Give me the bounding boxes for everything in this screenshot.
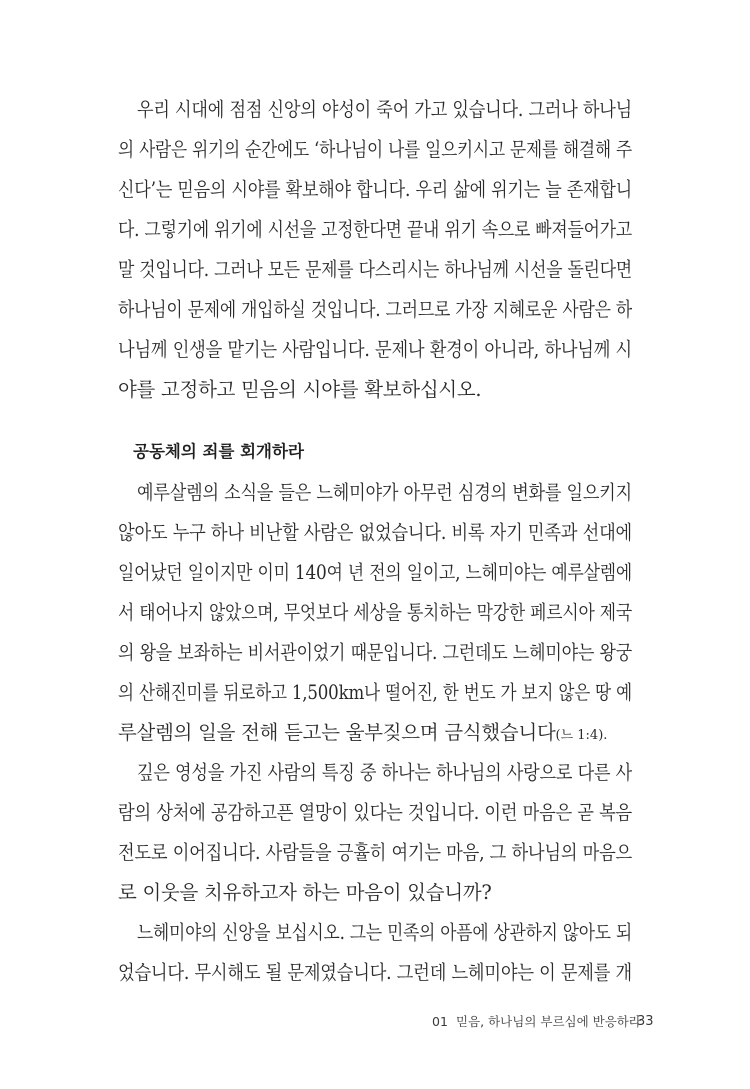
- paragraph-3-line-4: [0, 873, 750, 913]
- paragraph-2-line-6: [0, 673, 750, 713]
- paragraph-1-line-4: [0, 210, 750, 250]
- page-footer: [0, 1011, 750, 1033]
- text-line: 나님께 인생을 맡기는 사람입니다. 문제나 환경이 아니라, 하나님께 시: [118, 338, 632, 361]
- text-line: 일어났던 일이지만 이미 140여 년 전의 일이고, 느헤미야는 예루살렘에: [118, 561, 632, 584]
- text-line: 었습니다. 무시해도 될 문제였습니다. 그런데 느헤미야는 이 문제를 개: [118, 961, 632, 984]
- text-line: 야를 고정하고 믿음의 시야를 확보하십시오.: [118, 378, 482, 401]
- text-line-with-reference: [118, 713, 607, 756]
- paragraph-1-line-8: [0, 370, 750, 410]
- paragraph-2-line-2: [0, 513, 750, 553]
- text-line: 신다’는 믿음의 시야를 확보해야 합니다. 우리 삶에 위기는 늘 존재합니: [118, 178, 632, 201]
- paragraph-2-line-7: [0, 713, 750, 753]
- paragraph-1-line-3: [0, 170, 750, 210]
- paragraph-2-line-4: [0, 593, 750, 633]
- paragraph-2-line-3: [0, 553, 750, 593]
- text-line: 의 왕을 보좌하는 비서관이었기 때문입니다. 그런데도 느헤미야는 왕궁: [118, 641, 632, 664]
- text-line: 전도로 이어집니다. 사람들을 긍휼히 여기는 마음, 그 하나님의 마음으: [118, 841, 632, 864]
- text-line: 깊은 영성을 가진 사람의 특징 중 하나는 하나님의 사랑으로 다른 사: [137, 761, 632, 784]
- text-line: 서 태어나지 않았으며, 무엇보다 세상을 통치하는 막강한 페르시아 제국: [118, 601, 632, 624]
- text-line: 않아도 누구 하나 비난할 사람은 없었습니다. 비록 자기 민족과 선대에: [118, 521, 632, 544]
- paragraph-1-line-6: [0, 290, 750, 330]
- paragraph-4-line-2: [0, 953, 750, 993]
- paragraph-3-line-3: [0, 833, 750, 873]
- text-line: 우리 시대에 점점 신앙의 야성이 죽어 가고 있습니다. 그러나 하나님: [137, 98, 632, 121]
- scripture-reference: (느 1:4).: [555, 728, 608, 743]
- text-line: 다. 그렇기에 위기에 시선을 고정한다면 끝내 위기 속으로 빠져들어가고: [118, 218, 632, 241]
- page-number: 33: [637, 1014, 654, 1029]
- paragraph-3-line-2: [0, 793, 750, 833]
- section-heading: [0, 432, 750, 472]
- text-line: 예루살렘의 소식을 들은 느헤미야가 아무런 심경의 변화를 일으키지: [137, 481, 632, 504]
- text-line: 루살렘의 일을 전해 듣고는 울부짖으며 금식했습니다: [118, 721, 556, 744]
- text-line: 느헤미야의 신앙을 보십시오. 그는 민족의 아픔에 상관하지 않아도 되: [137, 921, 632, 944]
- paragraph-1-line-2: [0, 130, 750, 170]
- chapter-number: 01: [432, 1014, 448, 1029]
- text-line: 의 산해진미를 뒤로하고 1,500km나 떨어진, 한 번도 가 보지 않은 땅 예: [118, 681, 632, 704]
- text-line: 말 것입니다. 그러나 모든 문제를 다스리시는 하나님께 시선을 돌린다면: [118, 258, 632, 281]
- paragraph-4-line-1: [0, 913, 750, 953]
- paragraph-1-line-5: [0, 250, 750, 290]
- text-line: 로 이웃을 치유하고자 하는 마음이 있습니까?: [118, 881, 492, 904]
- paragraph-2-line-1: [0, 473, 750, 513]
- paragraph-2-line-5: [0, 633, 750, 673]
- paragraph-1-line-1: [0, 90, 750, 130]
- paragraph-1-line-7: [0, 330, 750, 370]
- text-line: 하나님이 문제에 개입하실 것입니다. 그러므로 가장 지혜로운 사람은 하: [118, 298, 632, 321]
- chapter-title: 믿음, 하나님의 부르심에 반응하라: [456, 1014, 641, 1029]
- section-heading-text: 공동체의 죄를 회개하라: [133, 442, 304, 461]
- paragraph-3-line-1: [0, 753, 750, 793]
- text-line: 의 사람은 위기의 순간에도 ‘하나님이 나를 일으키시고 문제를 해결해 주: [118, 138, 632, 161]
- text-line: 람의 상처에 공감하고픈 열망이 있다는 것입니다. 이런 마음은 곧 복음: [118, 801, 632, 824]
